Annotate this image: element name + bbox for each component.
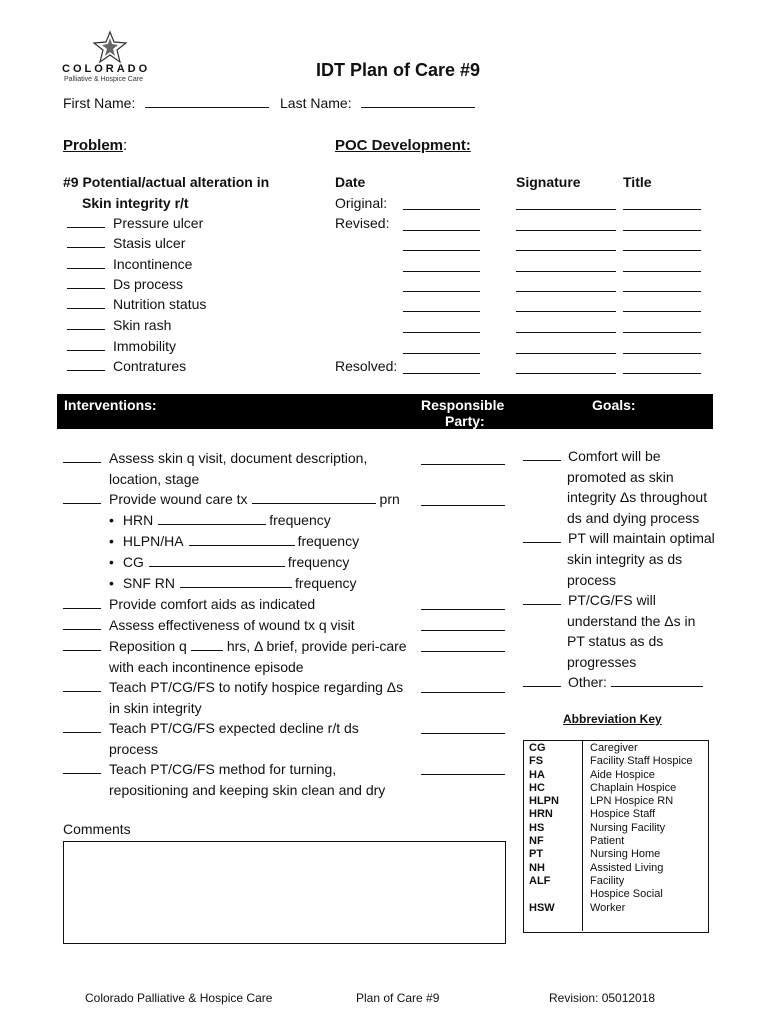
- problem-item-label: Pressure ulcer: [113, 215, 204, 231]
- signature-line[interactable]: [516, 270, 616, 272]
- problem-line-1: #9 Potential/actual alteration in: [63, 174, 270, 190]
- abbreviation-code: FS: [529, 755, 544, 768]
- abbreviation-codes: [529, 742, 559, 915]
- poc-heading: POC Development:: [335, 137, 471, 154]
- problem-item[interactable]: [67, 296, 206, 312]
- intervention-comfort-aids[interactable]: [63, 596, 315, 612]
- intervention-wound-effectiveness[interactable]: [63, 617, 355, 633]
- intervention-text: Reposition q: [109, 638, 187, 654]
- star-icon: [88, 30, 132, 64]
- checkbox-line[interactable]: [67, 358, 105, 371]
- bullet-icon: •: [109, 512, 114, 528]
- abbreviation-meanings: [590, 742, 693, 915]
- title-line[interactable]: [623, 229, 701, 231]
- original-label: Original:: [335, 195, 388, 211]
- intervention-text: in skin integrity: [109, 700, 202, 716]
- intervention-teach-turning[interactable]: [63, 761, 336, 777]
- abbreviation-code: NF: [529, 835, 544, 848]
- checkbox-line[interactable]: [523, 448, 561, 461]
- intervention-teach-decline[interactable]: [63, 720, 359, 736]
- abbreviation-meaning: Patient: [590, 835, 625, 848]
- goal-comfort[interactable]: [523, 448, 661, 464]
- responsible-party-line[interactable]: [421, 691, 505, 693]
- logo: [60, 30, 170, 90]
- goal-skin-integrity[interactable]: [523, 530, 715, 546]
- checkbox-line[interactable]: [523, 674, 561, 687]
- signature-line[interactable]: [516, 352, 616, 354]
- abbreviation-meaning: Nursing Facility: [590, 821, 666, 834]
- abbreviation-meaning: Chaplain Hospice: [590, 781, 677, 794]
- problem-item[interactable]: [67, 215, 203, 231]
- intervention-text: Teach PT/CG/FS to notify hospice regarding Δs: [109, 679, 404, 695]
- title-line[interactable]: [623, 352, 701, 354]
- abbreviation-meaning: Facility Staff Hospice: [590, 755, 693, 768]
- date-line[interactable]: [403, 229, 480, 231]
- goal-text: PT will maintain optimal: [568, 530, 715, 546]
- signature-label: Signature: [516, 174, 581, 190]
- intervention-text: repositioning and keeping skin clean and dry: [109, 782, 386, 798]
- comments-box[interactable]: [63, 841, 506, 944]
- signature-line[interactable]: [516, 208, 616, 210]
- date-line[interactable]: [403, 270, 480, 272]
- abbreviation-code: [529, 888, 559, 901]
- abbreviation-divider: [582, 740, 583, 931]
- checkbox-line[interactable]: [63, 617, 101, 630]
- abbreviation-code: HRN: [529, 808, 553, 821]
- abbreviation-meaning: Hospice Social: [590, 888, 663, 901]
- problem-item-label: Immobility: [113, 338, 177, 354]
- date-line[interactable]: [403, 290, 480, 292]
- frequency-line[interactable]: [189, 533, 295, 546]
- frequency-label: frequency: [287, 554, 350, 570]
- title-line[interactable]: [623, 372, 701, 374]
- intervention-assess-skin[interactable]: [63, 450, 367, 466]
- date-line[interactable]: [403, 249, 480, 251]
- problem-item[interactable]: [67, 235, 185, 251]
- intervention-text: process: [109, 741, 159, 757]
- abbreviation-code: ALF: [529, 874, 551, 887]
- checkbox-line[interactable]: [67, 256, 105, 269]
- bullet-icon: •: [109, 533, 114, 549]
- intervention-text: Provide comfort aids as indicated: [109, 596, 316, 612]
- intervention-text: Teach PT/CG/FS expected decline r/t ds: [109, 720, 359, 736]
- intervention-text: location, stage: [109, 471, 200, 487]
- responsible-party-line[interactable]: [421, 463, 505, 465]
- checkbox-line[interactable]: [67, 296, 105, 309]
- responsible-party-line[interactable]: [421, 629, 505, 631]
- bullet-label: SNF RN: [122, 575, 176, 591]
- responsible-heading: Responsible: [421, 397, 505, 413]
- title-line[interactable]: [623, 290, 701, 292]
- last-name-line[interactable]: [361, 95, 475, 108]
- checkbox-line[interactable]: [523, 592, 561, 605]
- frequency-label: frequency: [295, 575, 357, 591]
- date-line[interactable]: [403, 208, 480, 210]
- problem-item-label: Skin rash: [113, 317, 172, 333]
- problem-item[interactable]: [67, 338, 176, 354]
- abbreviation-code: HLPN: [529, 795, 559, 808]
- title-line[interactable]: [623, 208, 701, 210]
- frequency-line[interactable]: [158, 512, 266, 525]
- goal-text: understand the Δs in: [567, 613, 696, 629]
- footer-revision: Revision: 05012018: [549, 991, 656, 1005]
- signature-line[interactable]: [516, 290, 616, 292]
- problem-item-label: Ds process: [113, 276, 184, 292]
- frequency-snf[interactable]: [109, 575, 357, 591]
- abbreviation-code: HC: [529, 781, 545, 794]
- checkbox-line[interactable]: [67, 276, 105, 289]
- problem-item-label: Stasis ulcer: [113, 235, 186, 251]
- title-line[interactable]: [623, 270, 701, 272]
- intervention-teach-notify[interactable]: [63, 679, 403, 695]
- bullet-label: HLPN/HA: [122, 533, 184, 549]
- frequency-cg[interactable]: [109, 554, 349, 570]
- goal-text: promoted as skin: [567, 469, 674, 485]
- frequency-hrn[interactable]: [109, 512, 331, 528]
- problem-line-2: Skin integrity r/t: [82, 195, 189, 211]
- abbreviation-meaning: Aide Hospice: [590, 768, 655, 781]
- signature-line[interactable]: [516, 331, 616, 333]
- page-title: IDT Plan of Care #9: [316, 60, 481, 80]
- abbreviation-code: HA: [529, 768, 545, 781]
- responsible-party-line[interactable]: [421, 732, 505, 734]
- frequency-label: frequency: [297, 533, 360, 549]
- frequency-line[interactable]: [149, 554, 285, 567]
- intervention-text: Assess skin q visit, document description,: [109, 450, 368, 466]
- problem-item[interactable]: [67, 358, 186, 374]
- abbreviation-code: HSW: [529, 901, 555, 914]
- responsible-party-line[interactable]: [421, 504, 505, 506]
- bullet-label: HRN: [122, 512, 154, 528]
- checkbox-line[interactable]: [63, 596, 101, 609]
- last-name-field[interactable]: [280, 95, 475, 111]
- first-name-field[interactable]: [63, 95, 269, 111]
- checkbox-line[interactable]: [67, 215, 105, 228]
- abbreviation-meaning: Worker: [590, 901, 626, 914]
- abbreviation-meaning: Nursing Home: [590, 848, 661, 861]
- section-header-bar: [57, 394, 713, 429]
- goal-text: PT/CG/FS will: [568, 592, 656, 608]
- goal-other-line[interactable]: [611, 674, 703, 687]
- abbreviation-code: PT: [529, 848, 544, 861]
- date-line[interactable]: [403, 372, 480, 374]
- checkbox-line[interactable]: [63, 761, 101, 774]
- date-line[interactable]: [403, 331, 480, 333]
- abbreviation-meaning: Caregiver: [590, 742, 638, 754]
- wound-tx-line[interactable]: [252, 491, 376, 504]
- resolved-label: Resolved:: [335, 358, 398, 374]
- checkbox-line[interactable]: [63, 450, 101, 463]
- intervention-wound-care[interactable]: [63, 491, 400, 507]
- goal-text: process: [567, 572, 617, 588]
- goal-text: progresses: [567, 654, 637, 670]
- signature-line[interactable]: [516, 310, 616, 312]
- bullet-icon: •: [109, 554, 114, 570]
- frequency-hlpn[interactable]: [109, 533, 359, 549]
- problem-item[interactable]: [67, 317, 171, 333]
- intervention-text: hrs, Δ brief, provide peri-care: [226, 638, 407, 654]
- abbreviation-meaning: Facility: [590, 874, 625, 887]
- abbreviation-code: HS: [529, 821, 545, 834]
- logo-name: COLORADO: [62, 63, 151, 75]
- responsible-party-line[interactable]: [421, 650, 505, 652]
- interventions-heading: Interventions:: [64, 397, 157, 413]
- problem-item-label: Incontinence: [113, 256, 193, 272]
- problem-heading-text: Problem: [63, 137, 124, 154]
- checkbox-line[interactable]: [63, 720, 101, 733]
- abbreviation-meaning: Assisted Living: [590, 861, 664, 874]
- checkbox-line[interactable]: [63, 679, 101, 692]
- goal-text: skin integrity as ds: [567, 551, 683, 567]
- intervention-text: prn: [379, 491, 400, 507]
- title-line[interactable]: [623, 249, 701, 251]
- reposition-hours-line[interactable]: [191, 638, 223, 651]
- goals-heading: Goals:: [592, 397, 636, 413]
- signature-line[interactable]: [516, 249, 616, 251]
- goal-other[interactable]: [523, 674, 703, 690]
- checkbox-line[interactable]: [67, 235, 105, 248]
- last-name-label: Last Name:: [280, 95, 352, 111]
- bullet-icon: •: [109, 575, 114, 591]
- signature-line[interactable]: [516, 229, 616, 231]
- title-label: Title: [623, 174, 652, 190]
- intervention-text: Provide wound care tx: [109, 491, 248, 507]
- checkbox-line[interactable]: [523, 530, 561, 543]
- frequency-line[interactable]: [180, 575, 292, 588]
- goal-text: integrity Δs throughout: [567, 489, 708, 505]
- revised-label: Revised:: [335, 215, 390, 231]
- checkbox-line[interactable]: [63, 638, 101, 651]
- checkbox-line[interactable]: [63, 491, 101, 504]
- title-line[interactable]: [623, 310, 701, 312]
- responsible-party-line[interactable]: [421, 608, 505, 610]
- signature-line[interactable]: [516, 372, 616, 374]
- problem-item[interactable]: [67, 276, 183, 292]
- problem-item[interactable]: [67, 256, 192, 272]
- bullet-label: CG: [122, 554, 144, 570]
- first-name-line[interactable]: [145, 95, 269, 108]
- intervention-text: with each incontinence episode: [109, 659, 304, 675]
- date-label: Date: [335, 174, 366, 190]
- goal-text: ds and dying process: [567, 510, 700, 526]
- abbreviation-meaning: Hospice Staff: [590, 808, 656, 821]
- abbreviation-meaning: LPN Hospice RN: [590, 795, 674, 808]
- first-name-label: First Name:: [63, 95, 136, 111]
- intervention-text: Assess effectiveness of wound tx q visit: [109, 617, 355, 633]
- title-line[interactable]: [623, 331, 701, 333]
- responsible-party-line[interactable]: [421, 773, 505, 775]
- goal-understand[interactable]: [523, 592, 656, 608]
- checkbox-line[interactable]: [67, 317, 105, 330]
- footer-organization: Colorado Palliative & Hospice Care: [85, 991, 273, 1005]
- problem-heading: [63, 137, 127, 154]
- comments-label: Comments: [63, 821, 131, 837]
- logo-subtitle: Palliative & Hospice Care: [64, 76, 143, 83]
- abbreviation-code: NH: [529, 861, 545, 874]
- checkbox-line[interactable]: [67, 338, 105, 351]
- date-line[interactable]: [403, 310, 480, 312]
- problem-item-label: Contratures: [113, 358, 187, 374]
- abbreviation-key-title: Abbreviation Key: [563, 712, 662, 726]
- abbreviation-code: CG: [529, 742, 546, 754]
- goal-text: PT status as ds: [567, 633, 664, 649]
- frequency-label: frequency: [269, 512, 331, 528]
- problem-item-label: Nutrition status: [113, 296, 207, 312]
- problem-heading-colon: :: [123, 137, 128, 154]
- intervention-text: Teach PT/CG/FS method for turning,: [109, 761, 337, 777]
- footer-form-name: Plan of Care #9: [356, 991, 440, 1005]
- party-heading: Party:: [445, 413, 485, 429]
- goal-text: Other:: [568, 674, 607, 690]
- intervention-reposition[interactable]: [63, 638, 407, 654]
- goal-text: Comfort will be: [568, 448, 661, 464]
- date-line[interactable]: [403, 352, 480, 354]
